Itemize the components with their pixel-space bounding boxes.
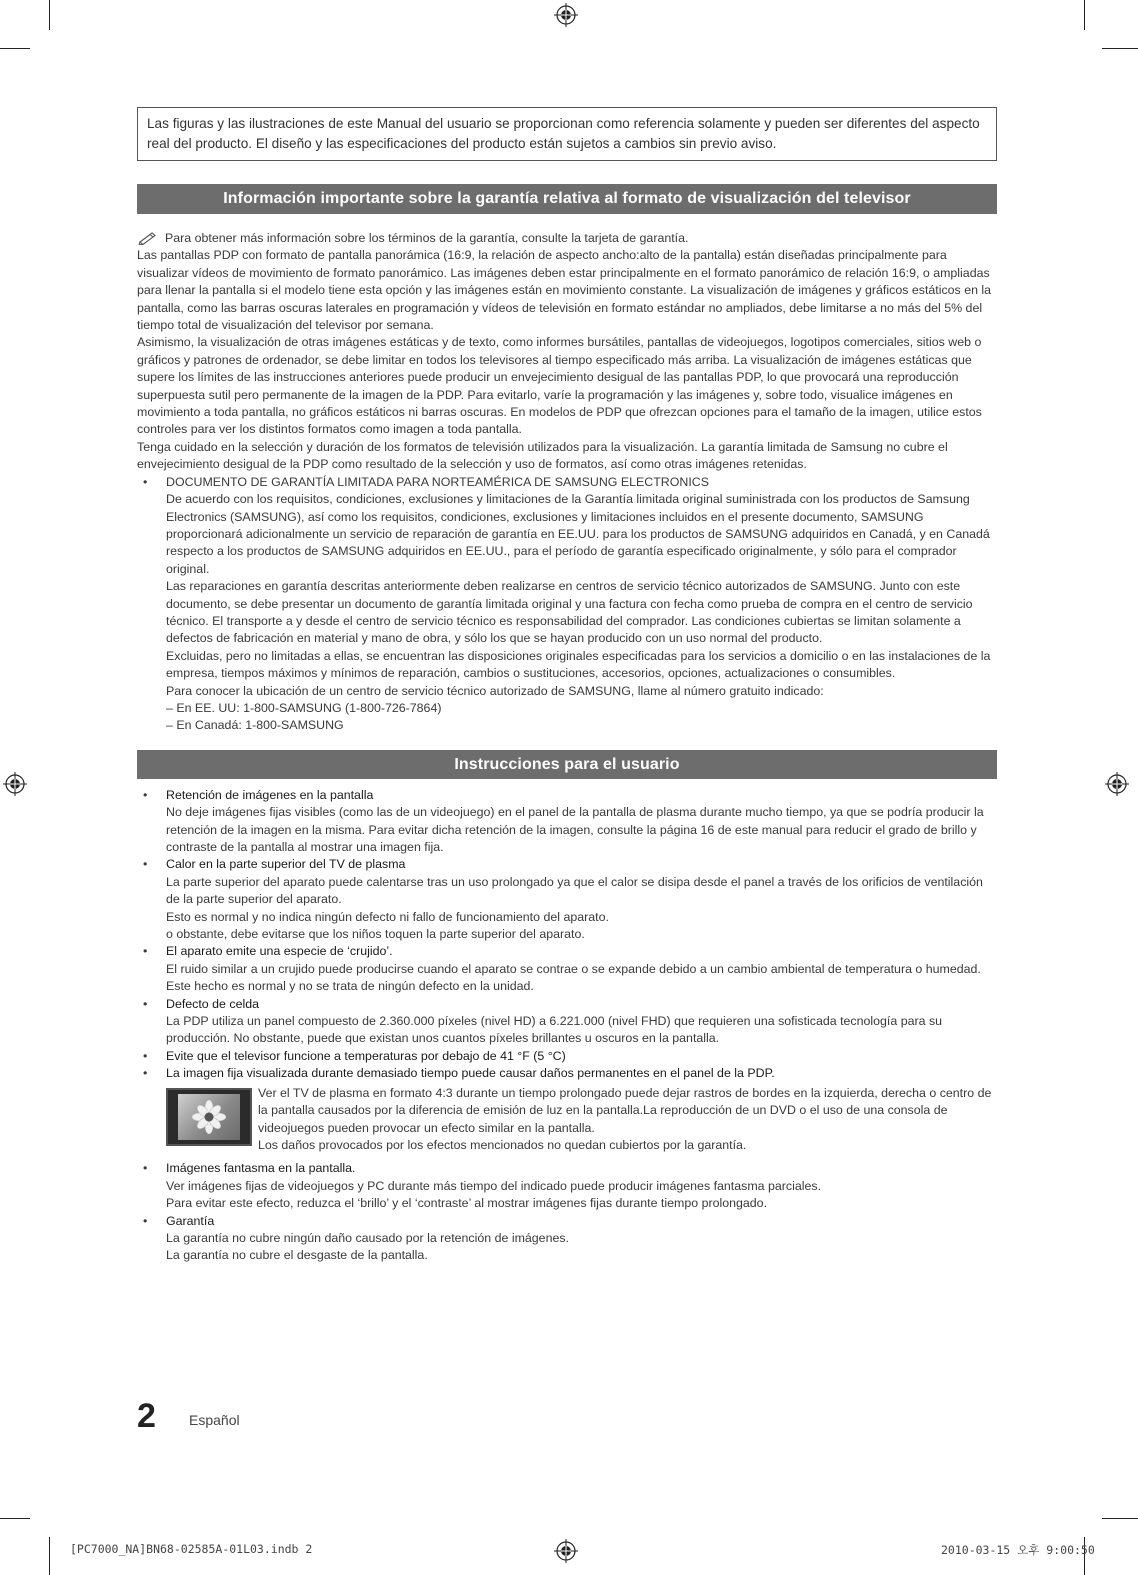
section-title-warranty [137, 184, 997, 214]
instruction-heading: Garantía [166, 1213, 215, 1228]
figure-text: Los daños provocados por los efectos mencionados no quedan cubiertos por la garantía. [258, 1137, 747, 1152]
instruction-heading: Retención de imágenes en la pantalla [166, 787, 374, 802]
section-title-user-instructions [137, 750, 997, 779]
bullet-dot: • [143, 857, 148, 872]
instruction-text: La parte superior del aparato puede calentarse tras un uso prolongado ya que el calor se disipa desde el panel a través de los orificios de ventilación de la parte superior del aparato. [166, 874, 983, 907]
instruction-heading: El aparato emite una especie de ‘crujido’. [166, 944, 393, 959]
instruction-text: La PDP utiliza un panel compuesto de 2.360.000 píxeles (nivel HD) a 6.221.000 (nivel FHD) que requieren una sofisticada tecnología para su producción. No obstante, puede que existan unos cuantos píxeles brillantes u oscuros en la pantalla. [166, 1014, 943, 1046]
instruction-item [137, 943, 997, 995]
registration-mark-icon-right [1105, 772, 1129, 796]
instruction-text: o obstante, debe evitarse que los niños toquen la parte superior del aparato. [166, 927, 585, 942]
section-title-warranty-text: Información importante sobre la garantía relativa al formato de visualización del televisor [223, 190, 911, 207]
instruction-heading: Defecto de celda [166, 996, 259, 1011]
figure-text: Ver el TV de plasma en formato 4:3 durante un tiempo prolongado puede dejar rastros de bordes en la izquierda, derecha o centro de la pantalla causados por la diferencia de emisión de luz en la pantalla.La reproducción de un DVD o el uso de una consola de videojuegos pueden provocar un efecto similar en la pantalla. [258, 1085, 992, 1135]
warranty-bullet-paragraph: Excluidas, pero no limitadas a ellas, se encuentran las disposiciones originales especificadas para los servicios a domicilio o en las instalaciones de la empresa, tiempos máximos y mínimos de reparación, cambios o sustituciones, accesorios, opciones, actualizaciones o consumibles. [166, 648, 991, 681]
registration-mark-icon-bottom [554, 1539, 578, 1563]
bullet-dot: • [143, 1213, 148, 1228]
bullet-dot: • [143, 1066, 148, 1081]
instruction-item [137, 1160, 997, 1212]
page-language: Español [189, 1412, 240, 1428]
warranty-bullet [137, 474, 997, 735]
instruction-text: Para evitar este efecto, reduzca el ‘brillo’ y el ‘contraste’ al mostrar imágenes fijas durante tiempo prolongado. [166, 1196, 768, 1211]
bullet-dot: • [143, 787, 148, 802]
instruction-text: La garantía no cubre el desgaste de la pantalla. [166, 1248, 428, 1263]
instruction-heading: La imagen fija visualizada durante demasiado tiempo puede causar daños permanentes en el panel de la PDP. [166, 1066, 775, 1081]
warranty-bullet-title: DOCUMENTO DE GARANTÍA LIMITADA PARA NORTEAMÉRICA DE SAMSUNG ELECTRONICS [166, 474, 709, 489]
instruction-item [137, 1065, 997, 1154]
crop-mark-bottom-left-h [0, 1518, 30, 1519]
warranty-body [137, 230, 997, 735]
crop-mark-top-right-v [1084, 0, 1085, 30]
bullet-dot: • [143, 996, 148, 1011]
phone-usa: – En EE. UU: 1-800-SAMSUNG (1-800-726-7864) [166, 700, 442, 715]
warranty-bullet-paragraph: Para conocer la ubicación de un centro de servicio técnico autorizado de SAMSUNG, llame al número gratuito indicado: [166, 683, 824, 698]
disclaimer-text: Las figuras y las ilustraciones de este Manual del usuario se proporcionan como referencia solamente y pueden ser diferentes del aspecto real del producto. El diseño y las especificaciones del producto están sujetos a cambios sin previo aviso. [147, 116, 980, 151]
instruction-item [137, 1048, 997, 1065]
bullet-dot: • [143, 1161, 148, 1176]
instruction-text: Esto es normal y no indica ningún defecto ni fallo de funcionamiento del aparato. [166, 909, 609, 924]
page-content [137, 107, 997, 1265]
flower-image-icon [178, 1094, 240, 1140]
warranty-paragraph: Tenga cuidado en la selección y duración de los formatos de televisión utilizados para la visualización. La garantía limitada de Samsung no cubre el envejecimiento desigual de la PDP como resultado de la selección y uso de formatos, así como otras imágenes retenidas. [137, 439, 948, 472]
instruction-item [137, 856, 997, 943]
warranty-note [137, 230, 997, 247]
registration-mark-icon-top [554, 3, 578, 27]
instruction-text: Ver imágenes fijas de videojuegos y PC durante más tiempo del indicado puede producir imágenes fantasma parciales. [166, 1178, 822, 1193]
instruction-heading: Calor en la parte superior del TV de plasma [166, 857, 406, 872]
instruction-heading: Evite que el televisor funcione a temperaturas por debajo de 41 °F (5 °C) [166, 1048, 566, 1063]
figure-block [166, 1085, 997, 1155]
print-slug-right: 2010-03-15 오후 9:00:50 [941, 1543, 1095, 1557]
warranty-bullet-paragraph: De acuerdo con los requisitos, condiciones, exclusiones y limitaciones de la Garantía limitada original suministrada con los productos de Samsung Electronics (SAMSUNG), así como los requisitos, condiciones, exclusiones y limitaciones incluidos en el presente documento, SAMSUNG proporcionará adicionalmente un servicio de reparación de garantía en EE.UU. para los productos de SAMSUNG adquiridos en Canadá, y en Canadá respecto a los productos de SAMSUNG adquiridos en EE.UU., para el período de garantía especificado originalmente, y sólo para el comprador original. [166, 492, 990, 576]
instruction-text: No deje imágenes fijas visibles (como las de un videojuego) en el panel de la pantalla de plasma durante mucho tiempo, ya que se podría producir la retención de la imagen en la misma. Para evitar dicha retención de la imagen, consulte la página 16 de este manual para reducir el grado de brillo y contraste de la pantalla al mostrar una imagen fija. [166, 805, 984, 854]
instruction-item [137, 996, 997, 1048]
tv-screen-thumbnail [166, 1088, 252, 1146]
print-slug-left: [PC7000_NA]BN68-02585A-01L03.indb 2 [70, 1542, 313, 1556]
section-title-user-instructions-text: Instrucciones para el usuario [454, 755, 680, 773]
disclaimer-box [137, 107, 997, 161]
pencil-note-icon [138, 231, 158, 245]
instructions-body [137, 787, 997, 1265]
bullet-dot: • [143, 474, 148, 489]
crop-mark-top-right-h [1102, 48, 1138, 49]
instruction-item [137, 787, 997, 857]
crop-mark-top-left-v [49, 0, 50, 30]
instruction-text: La garantía no cubre ningún daño causado por la retención de imágenes. [166, 1230, 569, 1245]
figure-caption [258, 1085, 997, 1155]
page-number: 2 [137, 1397, 156, 1435]
instruction-heading: Imágenes fantasma en la pantalla. [166, 1161, 356, 1176]
crop-mark-bottom-left-v [49, 1537, 50, 1575]
phone-canada: – En Canadá: 1-800-SAMSUNG [166, 718, 344, 733]
instruction-item [137, 1213, 997, 1265]
warranty-note-text: Para obtener más información sobre los términos de la garantía, consulte la tarjeta de garantía. [165, 231, 689, 245]
registration-mark-icon-left [3, 772, 27, 796]
crop-mark-bottom-right-h [1102, 1518, 1138, 1519]
crop-mark-top-left-h [0, 48, 30, 49]
bullet-dot: • [143, 944, 148, 959]
warranty-paragraph: Las pantallas PDP con formato de pantalla panorámica (16:9, la relación de aspecto ancho:alto de la pantalla) están diseñadas principalmente para visualizar vídeos de movimiento de formato panorámico. Las imágenes deben estar principalmente en el formato panorámico de relación 16:9, o ampliadas para llenar la pantalla si el modelo tiene esta opción y las imágenes están en movimiento constante. La visualización de imágenes y gráficos estáticos en la pantalla, como las barras oscuras laterales en programación y vídeos de televisión en formato estándar no ampliados, debe limitarse a no más del 5% del tiempo total de visualización del televisor por semana. [137, 248, 992, 333]
warranty-paragraph: Asimismo, la visualización de otras imágenes estáticas y de texto, como informes bursátiles, pantallas de videojuegos, logotipos comerciales, sitios web o gráficos y patrones de ordenador, se debe limitar en todos los televisores al tiempo especificado más arriba. La visualización de imágenes estáticas que supere los límites de las instrucciones anteriores puede producir un envejecimiento desigual de las pantallas PDP, lo que provocará una reproducción superpuesta sutil pero permanente de la imagen de la PDP. Para evitarlo, varíe la programación y las imágenes y, sobre todo, visualice imágenes en movimiento a toda pantalla, no gráficos estáticos ni barras oscuras. En modelos de PDP que ofrezcan opciones para el tamaño de la imagen, utilice estos controles para ver los distintos formatos como imagen a toda pantalla. [137, 335, 982, 437]
warranty-bullet-paragraph: Las reparaciones en garantía descritas anteriormente deben realizarse en centros de servicio técnico autorizados de SAMSUNG. Junto con este documento, se debe presentar un documento de garantía limitada original y una factura con fecha como prueba de compra en el centro de servicio técnico. El transporte a y desde el centro de servicio técnico es responsabilidad del comprador. Las condiciones cubiertas se limitan solamente a defectos de fabricación en material y mano de obra, y sólo los que se hayan producido con un uso normal del producto. [166, 579, 973, 646]
bullet-dot: • [143, 1048, 148, 1063]
instruction-text: El ruido similar a un crujido puede producirse cuando el aparato se contrae o se expande debido a un cambio ambiental de temperatura o humedad. Este hecho es normal y no se trata de ningún defecto en la unidad. [166, 961, 981, 994]
